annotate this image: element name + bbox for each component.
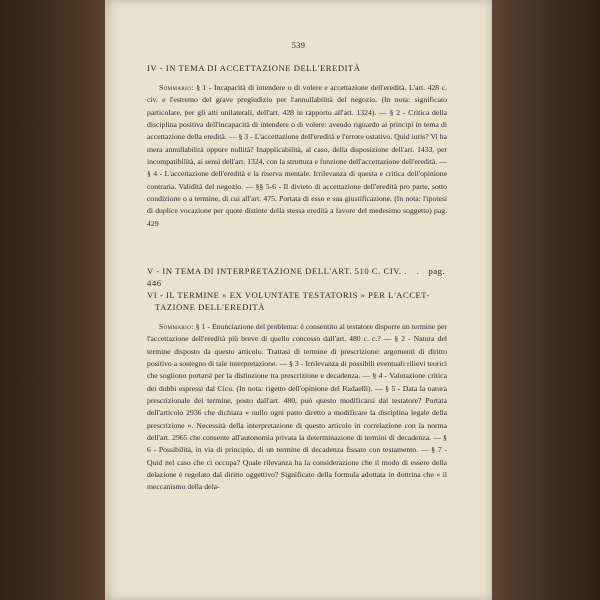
- summary-vi-text: § 1 - Enunciazione del problema: è consentito al testatore disporre un termine per l'accettazione dell'eredità più breve di quello concesso dall'art. 480 c. c.? — § 2 - Natura del termine disposto da questo articolo. Trattasi di termine di prescrizione: argomenti di diritto positivo a sostegno di tale interpretazione. — § 3 - Irrilevanza di possibili eventuali rilievi teorici che sogliono portarsi per la distinzione tra prescrizione e decadenza. — § 4 - Valutazione critica dei dubbi espressi dal Cicu. (In nota: rigetto dell'opinione del Radaelli). — § 5 - Data la natura prescrizionale del termine, posto dall'art. 480, può questo modificarsi dal testatore? Portata dell'articolo 2936 che dichiara « nullo ogni patto diretto a modificare la disciplina legale della prescrizione ». Necessità della interpretazione di questo articolo in correlazione con la norma dell'art. 2965 che consente all'autonomia privata la determinazione di termini di decadenza. — § 6 - Possibilità, in via di principio, di un termine di decadenza fissato con testamento. — § 7 - Quid nel caso che ci occupa? Quale rilevanza ha la considerazione che il modo di essere della delazione è regolato dal diritto oggettivo? Significato della formula adottata in dottrina che « il meccanismo della dela-: [147, 322, 448, 492]
- summary-label: Sommario:: [159, 83, 194, 92]
- book-page: [105, 0, 492, 600]
- section-title-v-text: V - IN TEMA DI INTERPRETAZIONE DELL'ART. 510 C. CIV.: [147, 266, 402, 276]
- summary-iv: [147, 82, 447, 230]
- summary-iv-text: § 1 - Incapacità di intendere o di volere e accettazione dell'eredità. L'art. 428 c. civ. e l'estremo del grave pregiudizio per l'annullabilità del negozio. (In nota: significato particolare, per gli atti unilaterali, dell'art. 428 in rapporto all'art. 1324). — § 2 - Critica della disciplina positiva dell'incapacità di intendere o di volere: avendo riguardo ai principi in tema di accettazione della eredità. — § 3 - L'accettazione dell'eredità e l'errore ostativo. Quid iuris? Vi ha mera annullabilità oppure nullità? Inapplicabilità, al caso, della disposizione dell'art. 1433, per incompatibilità, ai sensi dell'art. 1324, con la struttura e funzione dell'accettazione dell'eredità. — § 4 - L'accettazione dell'eredità e la riserva mentale. Irrilevanza di questa e critica dell'opinione contraria. Validità del negozio. — §§ 5-6 - Il divieto di accettazione dell'eredità pro parte, sotto condizione o a termine, di cui all'art. 475. Portata di esso e sua giustificazione. (In nota: l'ipotesi di duplice vocazione per quote distinte della stessa eredità a favore del medesimo soggetto): [147, 83, 447, 216]
- section-title-v: V - IN TEMA DI INTERPRETAZIONE DELL'ART. 510 C. CIV. . . pag. 446: [147, 266, 446, 288]
- section-title-vi-line2: TAZIONE DELL'EREDITÀ: [155, 302, 265, 312]
- background-left: [0, 0, 105, 600]
- summary-vi: [147, 321, 447, 494]
- summary-label: Sommario:: [159, 322, 194, 331]
- background-right: [492, 0, 600, 600]
- section-title-vi: [147, 289, 457, 313]
- page-ref-v: pag. 446: [147, 266, 446, 288]
- page-number: 539: [291, 40, 306, 50]
- page-ref-iv: pag. 429: [147, 206, 447, 228]
- section-title-iv: IV - IN TEMA DI ACCETTAZIONE DELL'EREDITÀ: [147, 63, 361, 73]
- section-title-vi-line1: VI - IL TERMINE « EX VOLUNTATE TESTATORIS » PER L'ACCET-: [147, 290, 430, 300]
